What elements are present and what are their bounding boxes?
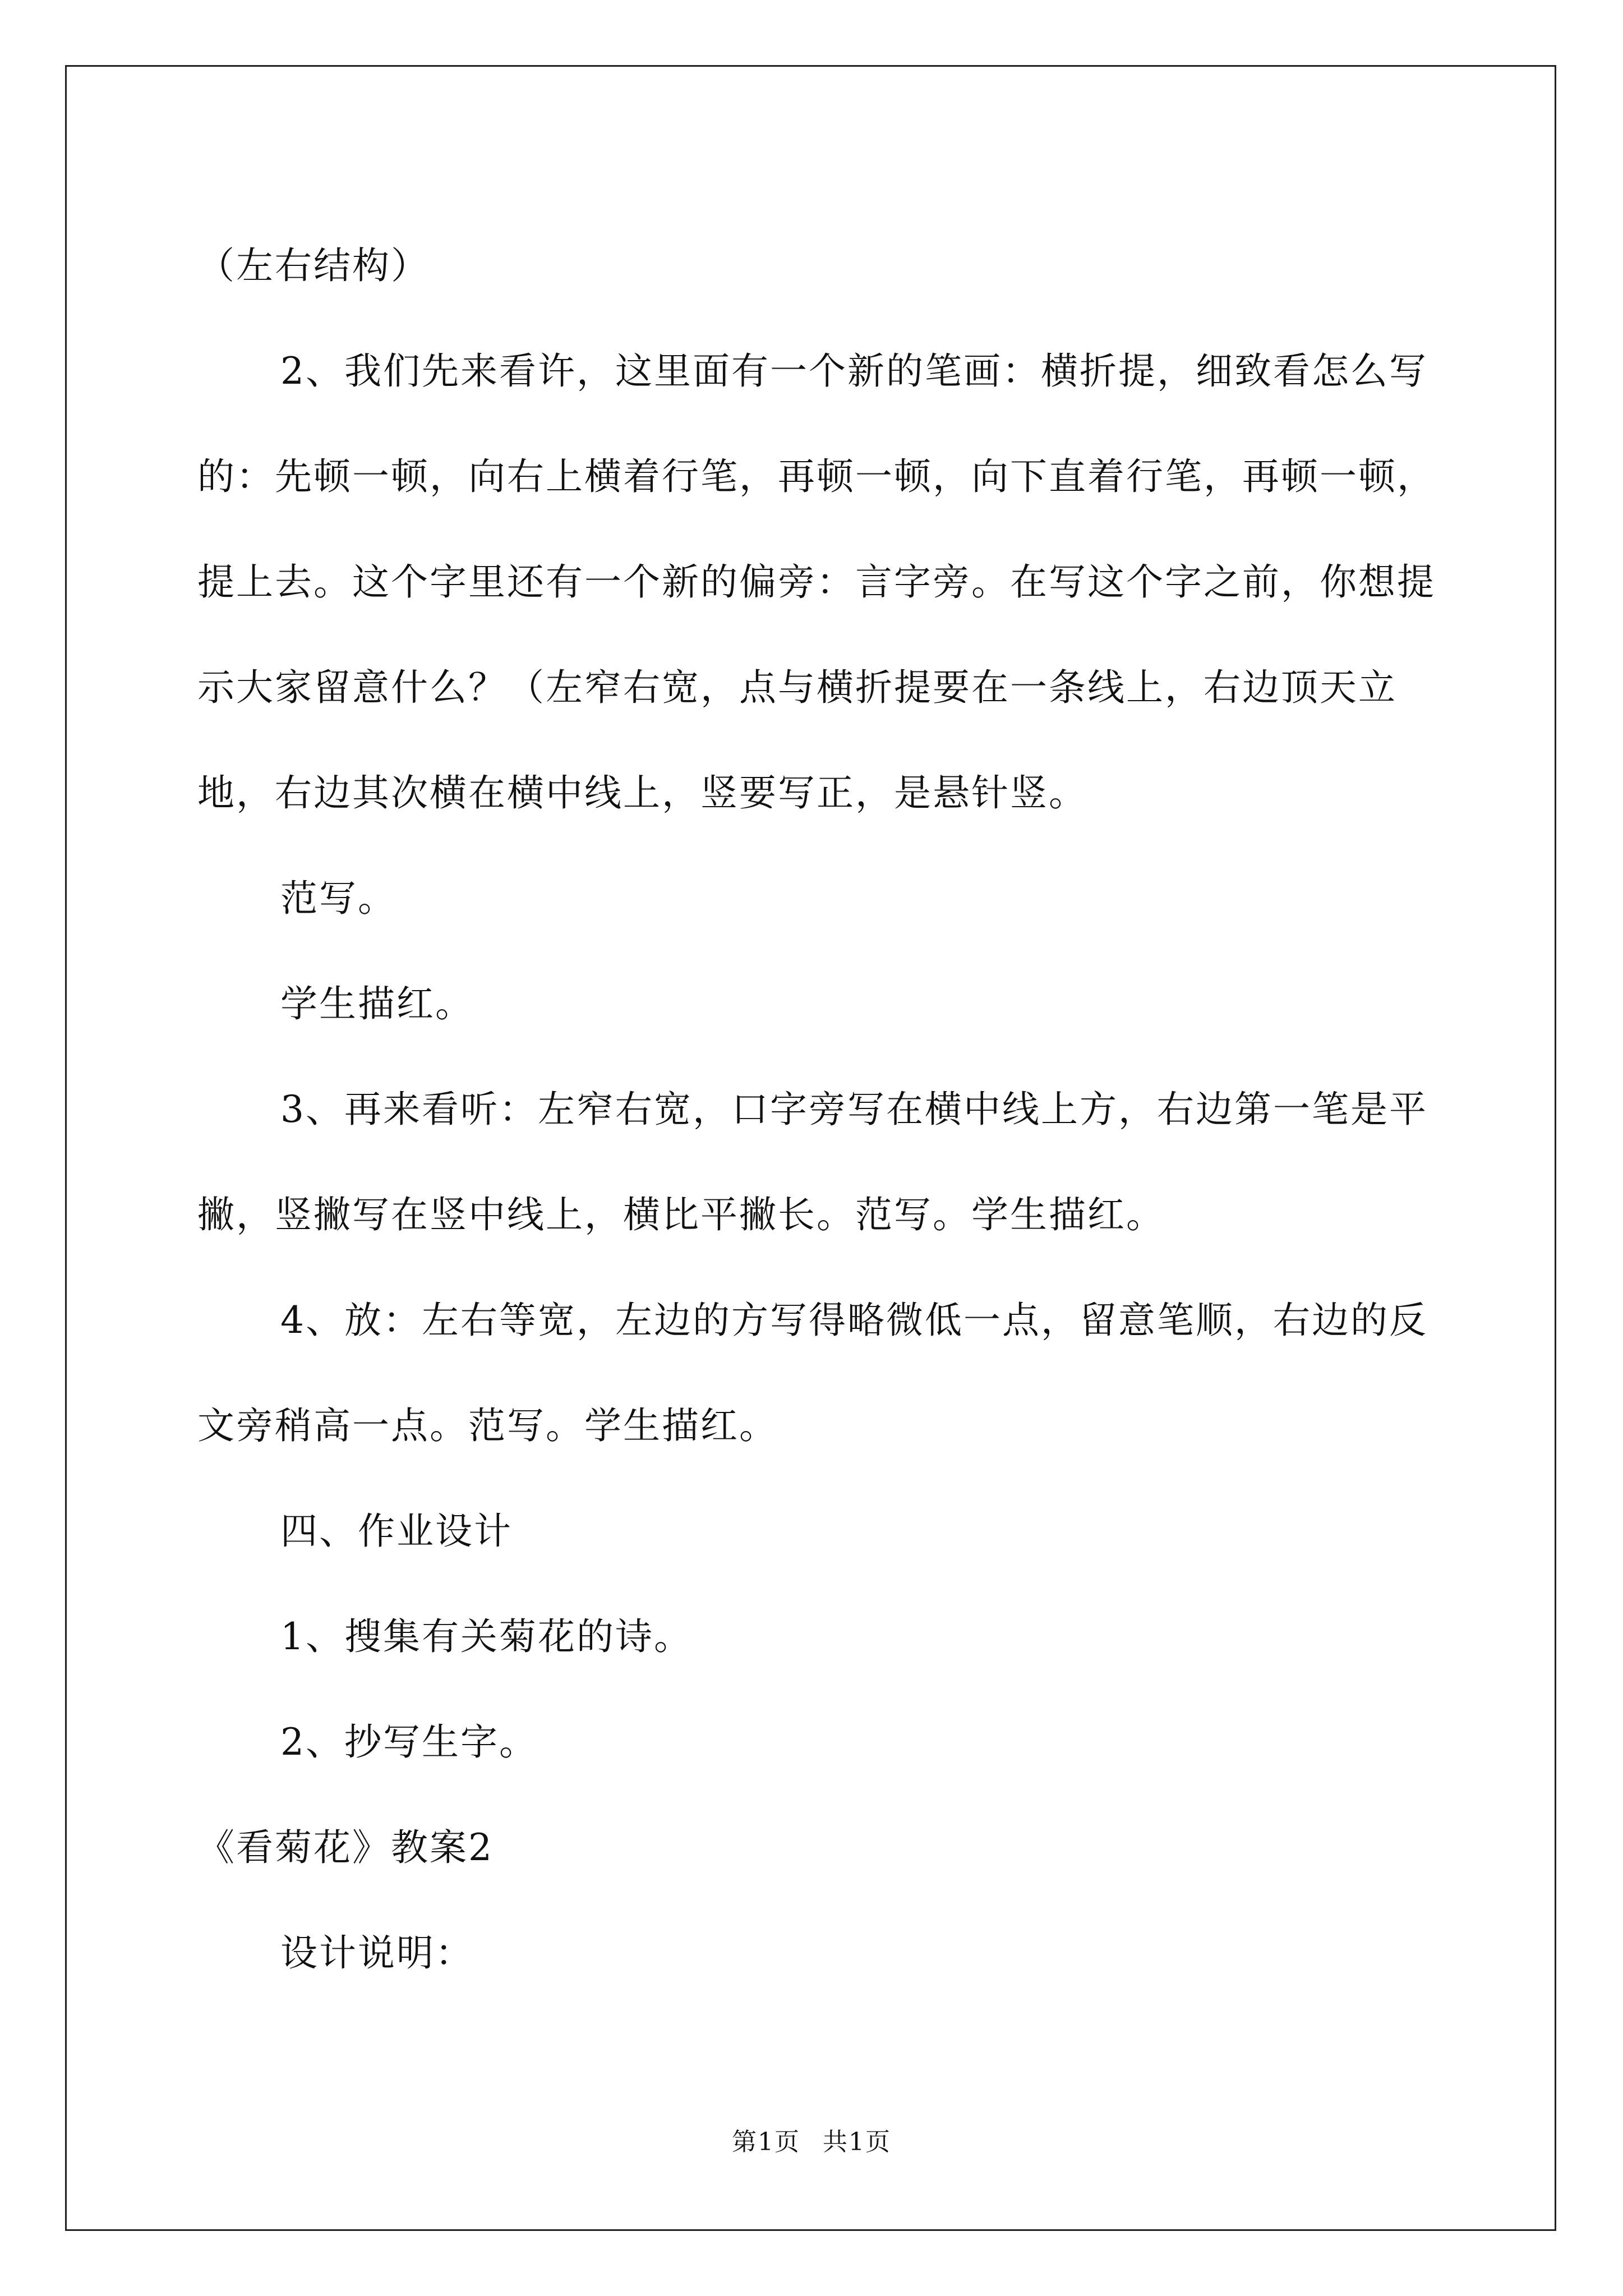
- paragraph-step-2: 2、我们先来看许，这里面有一个新的笔画：横折提，细致看怎么写的：先顿一顿，向右上横着行笔，再顿一顿，向下直着行笔，再顿一顿，提上去。这个字里还有一个新的偏旁：言字旁。在写这个字之前，你想提示大家留意什么？（左窄右宽，点与横折提要在一条线上，右边顶天立地，右边其次横在横中线上，竖要写正，是悬针竖。: [197, 349, 1436, 815]
- paragraph-step-3: 3、再来看听：左窄右宽，口字旁写在横中线上方，右边第一笔是平撇，竖撇写在竖中线上，横比平撇长。范写。学生描红。: [197, 1088, 1428, 1236]
- document-body: [197, 213, 1454, 2006]
- page-total: 共1页: [823, 2128, 891, 2156]
- paragraph-step-4: 4、放：左右等宽，左边的方写得略微低一点，留意笔顺，右边的反文旁稍高一点。范写。学生描红。: [197, 1299, 1428, 1447]
- section-heading-homework: 四、作业设计: [280, 1510, 513, 1553]
- paragraph-structure-note: （左右结构）: [197, 244, 430, 287]
- design-notes-heading: 设计说明：: [280, 1931, 474, 1975]
- page-footer: [0, 2122, 1623, 2157]
- paragraph-student-trace: 学生描红。: [280, 982, 474, 1025]
- paragraph-demo-write: 范写。: [280, 877, 396, 920]
- homework-item-1: 1、搜集有关菊花的诗。: [280, 1615, 693, 1658]
- page-number: 第1页: [732, 2128, 800, 2156]
- lesson-plan-title: 《看菊花》教案2: [197, 1826, 494, 1869]
- homework-item-2: 2、抄写生字。: [280, 1720, 538, 1764]
